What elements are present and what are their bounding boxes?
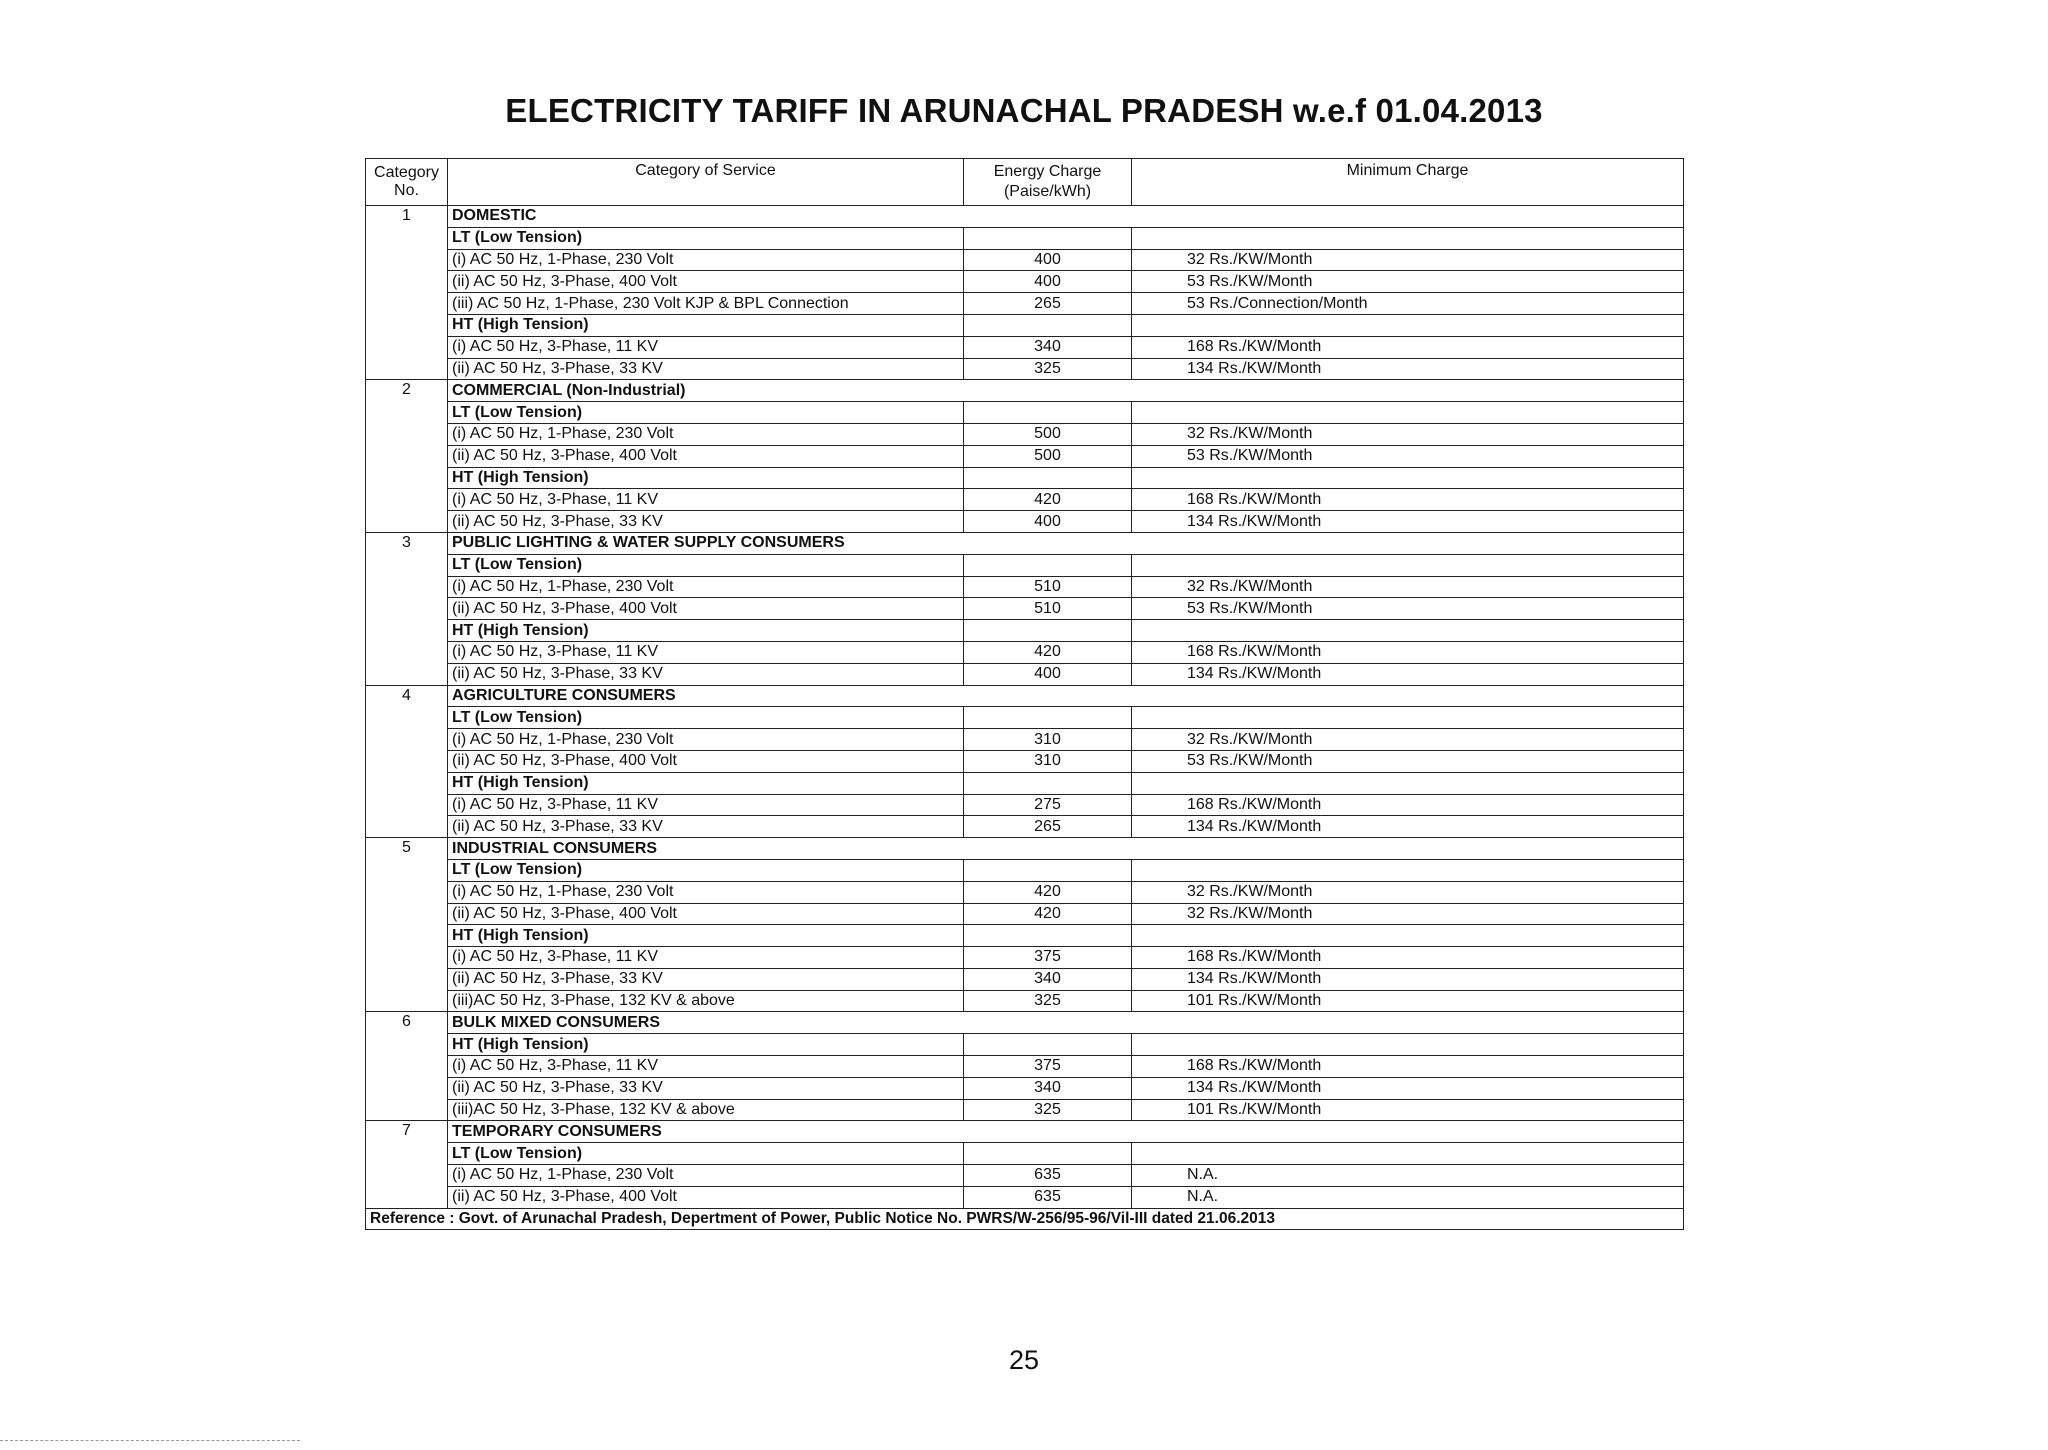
category-name: COMMERCIAL (Non-Industrial): [448, 380, 1684, 402]
energy-charge-value: 375: [964, 1056, 1132, 1078]
tariff-row: [366, 750, 1684, 772]
reference-row: [366, 1208, 1684, 1230]
tariff-row: [366, 598, 1684, 620]
service-description: (i) AC 50 Hz, 1-Phase, 230 Volt: [448, 1165, 964, 1187]
tariff-row: [366, 1099, 1684, 1121]
category-row: [366, 685, 1684, 707]
minimum-charge-value: 168 Rs./KW/Month: [1132, 947, 1684, 969]
page-title: ELECTRICITY TARIFF IN ARUNACHAL PRADESH w.e.f 01.04.2013: [505, 92, 1543, 129]
table-header-row: [366, 159, 1684, 206]
energy-charge-value: 510: [964, 576, 1132, 598]
category-number: 4: [366, 685, 448, 838]
service-description: (ii) AC 50 Hz, 3-Phase, 400 Volt: [448, 271, 964, 293]
category-number: 5: [366, 838, 448, 1012]
minimum-charge-value: 101 Rs./KW/Month: [1132, 990, 1684, 1012]
tariff-row: [366, 358, 1684, 380]
category-name: TEMPORARY CONSUMERS: [448, 1121, 1684, 1143]
minimum-charge-value: 134 Rs./KW/Month: [1132, 968, 1684, 990]
tariff-row: [366, 881, 1684, 903]
minimum-charge-value: 134 Rs./KW/Month: [1132, 358, 1684, 380]
minimum-charge-value: 134 Rs./KW/Month: [1132, 663, 1684, 685]
service-description: (i) AC 50 Hz, 1-Phase, 230 Volt: [448, 423, 964, 445]
category-row: [366, 380, 1684, 402]
service-description: (iii)AC 50 Hz, 3-Phase, 132 KV & above: [448, 990, 964, 1012]
header-energy-charge: Energy Charge (Paise/kWh): [964, 159, 1132, 206]
category-number: 2: [366, 380, 448, 533]
minimum-charge-value: 168 Rs./KW/Month: [1132, 489, 1684, 511]
empty-cell: [1132, 467, 1684, 489]
service-description: (ii) AC 50 Hz, 3-Phase, 400 Volt: [448, 445, 964, 467]
energy-charge-value: 635: [964, 1186, 1132, 1208]
header-minimum-charge: Minimum Charge: [1132, 159, 1684, 206]
minimum-charge-value: 168 Rs./KW/Month: [1132, 641, 1684, 663]
minimum-charge-value: 32 Rs./KW/Month: [1132, 249, 1684, 271]
minimum-charge-value: N.A.: [1132, 1165, 1684, 1187]
empty-cell: [1132, 402, 1684, 424]
tariff-row: [366, 489, 1684, 511]
minimum-charge-value: 32 Rs./KW/Month: [1132, 576, 1684, 598]
header-category-of-service: Category of Service: [448, 159, 964, 206]
empty-cell: [964, 314, 1132, 336]
tariff-row: [366, 990, 1684, 1012]
empty-cell: [964, 467, 1132, 489]
empty-cell: [1132, 772, 1684, 794]
energy-charge-value: 375: [964, 947, 1132, 969]
energy-charge-value: 510: [964, 598, 1132, 620]
tension-subheading: LT (Low Tension): [448, 227, 964, 249]
tension-subheading: HT (High Tension): [448, 772, 964, 794]
empty-cell: [1132, 227, 1684, 249]
service-description: (ii) AC 50 Hz, 3-Phase, 33 KV: [448, 358, 964, 380]
minimum-charge-value: 32 Rs./KW/Month: [1132, 881, 1684, 903]
tariff-row: [366, 293, 1684, 315]
tension-subheading-row: [366, 1034, 1684, 1056]
service-description: (iii)AC 50 Hz, 3-Phase, 132 KV & above: [448, 1099, 964, 1121]
minimum-charge-value: 53 Rs./Connection/Month: [1132, 293, 1684, 315]
tariff-row: [366, 445, 1684, 467]
tariff-row: [366, 794, 1684, 816]
tariff-row: [366, 947, 1684, 969]
empty-cell: [1132, 620, 1684, 642]
minimum-charge-value: 134 Rs./KW/Month: [1132, 511, 1684, 533]
tariff-row: [366, 423, 1684, 445]
category-row: [366, 206, 1684, 228]
empty-cell: [964, 402, 1132, 424]
minimum-charge-value: 168 Rs./KW/Month: [1132, 1056, 1684, 1078]
tariff-row: [366, 663, 1684, 685]
tariff-row: [366, 903, 1684, 925]
tension-subheading: HT (High Tension): [448, 314, 964, 336]
energy-charge-value: 340: [964, 1077, 1132, 1099]
empty-cell: [964, 925, 1132, 947]
energy-charge-value: 340: [964, 336, 1132, 358]
empty-cell: [964, 1143, 1132, 1165]
category-number: 1: [366, 206, 448, 380]
energy-charge-value: 420: [964, 881, 1132, 903]
minimum-charge-value: 53 Rs./KW/Month: [1132, 445, 1684, 467]
category-row: [366, 838, 1684, 860]
scan-edge-marks: [0, 1440, 300, 1443]
minimum-charge-value: 134 Rs./KW/Month: [1132, 1077, 1684, 1099]
empty-cell: [964, 859, 1132, 881]
energy-charge-value: 420: [964, 903, 1132, 925]
tariff-row: [366, 968, 1684, 990]
tension-subheading: HT (High Tension): [448, 1034, 964, 1056]
energy-charge-value: 420: [964, 641, 1132, 663]
category-row: [366, 1121, 1684, 1143]
tension-subheading-row: [366, 772, 1684, 794]
tension-subheading: LT (Low Tension): [448, 859, 964, 881]
empty-cell: [964, 227, 1132, 249]
tension-subheading-row: [366, 620, 1684, 642]
tariff-row: [366, 249, 1684, 271]
empty-cell: [1132, 554, 1684, 576]
tariff-table: [365, 158, 1684, 1230]
tariff-row: [366, 1056, 1684, 1078]
service-description: (i) AC 50 Hz, 1-Phase, 230 Volt: [448, 881, 964, 903]
header-category-no: Category No.: [366, 159, 448, 206]
minimum-charge-value: 53 Rs./KW/Month: [1132, 598, 1684, 620]
minimum-charge-value: 101 Rs./KW/Month: [1132, 1099, 1684, 1121]
empty-cell: [1132, 1034, 1684, 1056]
empty-cell: [964, 554, 1132, 576]
empty-cell: [964, 707, 1132, 729]
tension-subheading-row: [366, 314, 1684, 336]
energy-charge-value: 400: [964, 271, 1132, 293]
energy-charge-value: 325: [964, 990, 1132, 1012]
service-description: (ii) AC 50 Hz, 3-Phase, 33 KV: [448, 511, 964, 533]
empty-cell: [1132, 314, 1684, 336]
reference-note: Reference : Govt. of Arunachal Pradesh, Depertment of Power, Public Notice No. PWRS/W-256/95-96/Vil-III dated 21.06.2013: [366, 1208, 1684, 1230]
tension-subheading: LT (Low Tension): [448, 402, 964, 424]
empty-cell: [1132, 1143, 1684, 1165]
service-description: (i) AC 50 Hz, 1-Phase, 230 Volt: [448, 729, 964, 751]
tariff-row: [366, 271, 1684, 293]
service-description: (i) AC 50 Hz, 3-Phase, 11 KV: [448, 641, 964, 663]
energy-charge-value: 325: [964, 1099, 1132, 1121]
minimum-charge-value: 32 Rs./KW/Month: [1132, 423, 1684, 445]
service-description: (ii) AC 50 Hz, 3-Phase, 400 Volt: [448, 1186, 964, 1208]
category-name: AGRICULTURE CONSUMERS: [448, 685, 1684, 707]
category-number: 3: [366, 532, 448, 685]
empty-cell: [1132, 925, 1684, 947]
energy-charge-value: 400: [964, 663, 1132, 685]
energy-charge-value: 275: [964, 794, 1132, 816]
service-description: (ii) AC 50 Hz, 3-Phase, 33 KV: [448, 1077, 964, 1099]
minimum-charge-value: 168 Rs./KW/Month: [1132, 336, 1684, 358]
energy-charge-value: 310: [964, 729, 1132, 751]
empty-cell: [1132, 859, 1684, 881]
empty-cell: [964, 1034, 1132, 1056]
energy-charge-value: 325: [964, 358, 1132, 380]
service-description: (i) AC 50 Hz, 1-Phase, 230 Volt: [448, 576, 964, 598]
service-description: (ii) AC 50 Hz, 3-Phase, 400 Volt: [448, 598, 964, 620]
minimum-charge-value: N.A.: [1132, 1186, 1684, 1208]
energy-charge-value: 500: [964, 423, 1132, 445]
minimum-charge-value: 32 Rs./KW/Month: [1132, 903, 1684, 925]
empty-cell: [964, 772, 1132, 794]
tension-subheading-row: [366, 925, 1684, 947]
tariff-row: [366, 576, 1684, 598]
energy-charge-value: 265: [964, 816, 1132, 838]
tariff-row: [366, 816, 1684, 838]
tariff-body: [366, 206, 1684, 1209]
minimum-charge-value: 53 Rs./KW/Month: [1132, 750, 1684, 772]
service-description: (ii) AC 50 Hz, 3-Phase, 33 KV: [448, 968, 964, 990]
tariff-row: [366, 729, 1684, 751]
tension-subheading-row: [366, 402, 1684, 424]
empty-cell: [964, 620, 1132, 642]
empty-cell: [1132, 707, 1684, 729]
energy-charge-value: 400: [964, 249, 1132, 271]
service-description: (i) AC 50 Hz, 3-Phase, 11 KV: [448, 489, 964, 511]
tension-subheading: HT (High Tension): [448, 620, 964, 642]
tension-subheading-row: [366, 554, 1684, 576]
service-description: (i) AC 50 Hz, 3-Phase, 11 KV: [448, 947, 964, 969]
minimum-charge-value: 53 Rs./KW/Month: [1132, 271, 1684, 293]
category-row: [366, 532, 1684, 554]
minimum-charge-value: 134 Rs./KW/Month: [1132, 816, 1684, 838]
category-row: [366, 1012, 1684, 1034]
service-description: (i) AC 50 Hz, 1-Phase, 230 Volt: [448, 249, 964, 271]
service-description: (i) AC 50 Hz, 3-Phase, 11 KV: [448, 794, 964, 816]
category-name: INDUSTRIAL CONSUMERS: [448, 838, 1684, 860]
tension-subheading-row: [366, 707, 1684, 729]
energy-charge-value: 635: [964, 1165, 1132, 1187]
service-description: (ii) AC 50 Hz, 3-Phase, 400 Volt: [448, 750, 964, 772]
tension-subheading: HT (High Tension): [448, 467, 964, 489]
tension-subheading-row: [366, 227, 1684, 249]
tariff-row: [366, 1165, 1684, 1187]
tension-subheading: LT (Low Tension): [448, 1143, 964, 1165]
tariff-row: [366, 641, 1684, 663]
service-description: (iii) AC 50 Hz, 1-Phase, 230 Volt KJP & BPL Connection: [448, 293, 964, 315]
tariff-row: [366, 1186, 1684, 1208]
page-number: 25: [1008, 1345, 1040, 1375]
tension-subheading: LT (Low Tension): [448, 554, 964, 576]
tension-subheading-row: [366, 859, 1684, 881]
energy-charge-value: 310: [964, 750, 1132, 772]
service-description: (i) AC 50 Hz, 3-Phase, 11 KV: [448, 336, 964, 358]
category-number: 6: [366, 1012, 448, 1121]
category-name: DOMESTIC: [448, 206, 1684, 228]
tension-subheading-row: [366, 1143, 1684, 1165]
tension-subheading: HT (High Tension): [448, 925, 964, 947]
service-description: (ii) AC 50 Hz, 3-Phase, 400 Volt: [448, 903, 964, 925]
category-number: 7: [366, 1121, 448, 1208]
tariff-row: [366, 511, 1684, 533]
service-description: (i) AC 50 Hz, 3-Phase, 11 KV: [448, 1056, 964, 1078]
energy-charge-value: 420: [964, 489, 1132, 511]
energy-charge-value: 500: [964, 445, 1132, 467]
tension-subheading-row: [366, 467, 1684, 489]
service-description: (ii) AC 50 Hz, 3-Phase, 33 KV: [448, 663, 964, 685]
category-name: BULK MIXED CONSUMERS: [448, 1012, 1684, 1034]
minimum-charge-value: 32 Rs./KW/Month: [1132, 729, 1684, 751]
category-name: PUBLIC LIGHTING & WATER SUPPLY CONSUMERS: [448, 532, 1684, 554]
energy-charge-value: 400: [964, 511, 1132, 533]
tariff-row: [366, 1077, 1684, 1099]
energy-charge-value: 265: [964, 293, 1132, 315]
minimum-charge-value: 168 Rs./KW/Month: [1132, 794, 1684, 816]
energy-charge-value: 340: [964, 968, 1132, 990]
tension-subheading: LT (Low Tension): [448, 707, 964, 729]
tariff-row: [366, 336, 1684, 358]
service-description: (ii) AC 50 Hz, 3-Phase, 33 KV: [448, 816, 964, 838]
